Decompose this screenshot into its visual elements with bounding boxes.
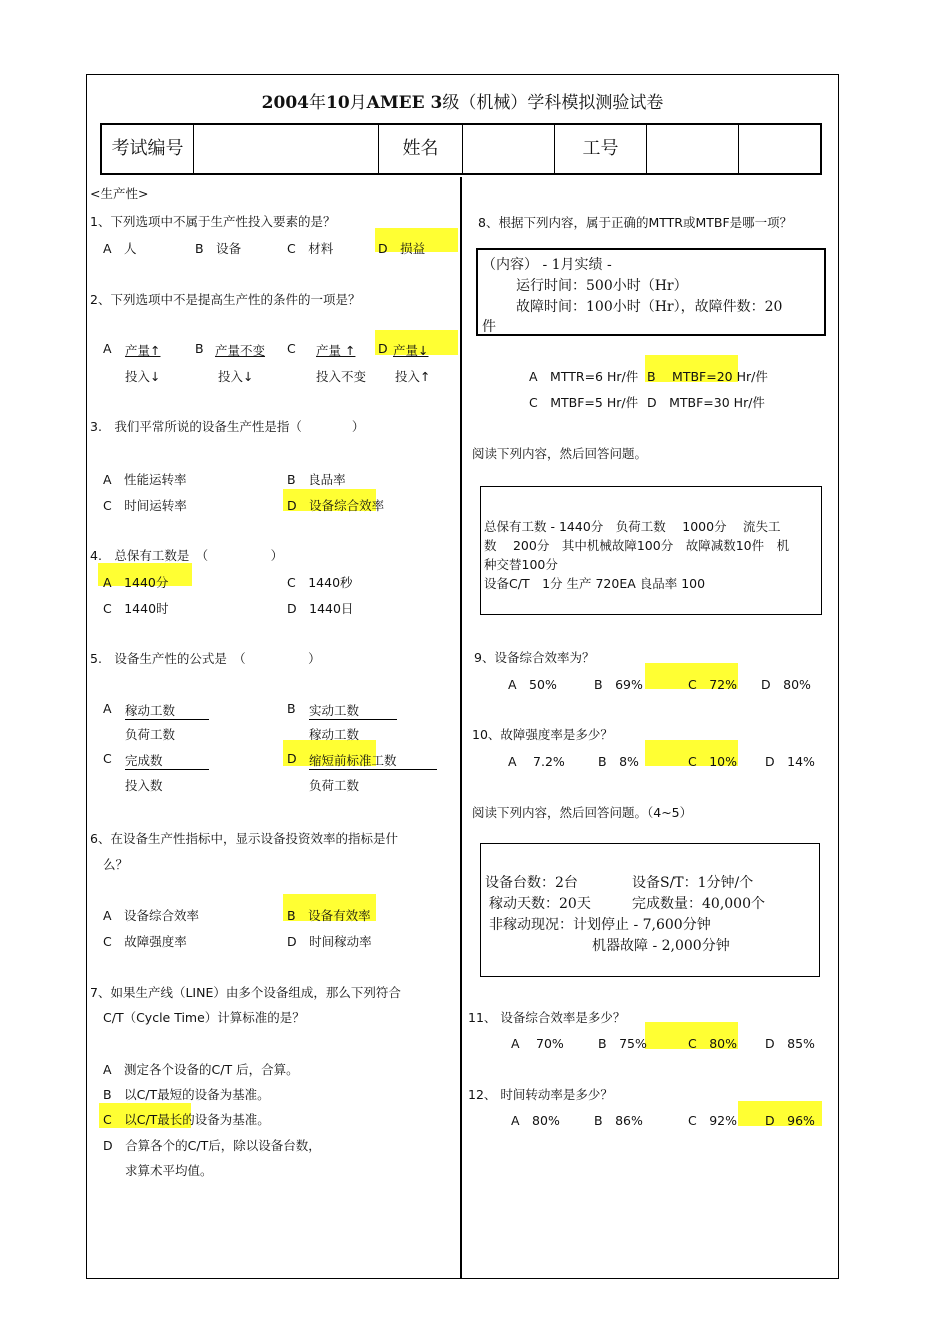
q11-option-d[interactable]: D 85% [765,1036,815,1051]
read-instruction-1: 阅读下列内容，然后回答问题。 [472,446,648,461]
info2-line2b: 完成数量：40,000个 [632,896,765,912]
q6-option-b[interactable]: B 设备有效率 [287,908,371,923]
info1-line4: 设备C/T 1分 生产 720EA 良品率 100 [484,576,706,591]
q10-option-d[interactable]: D 14% [765,754,815,769]
q2-label-a: A [103,341,112,356]
q8-box-line1: （内容） - 1月实绩 - [482,257,612,273]
info2-line1a: 设备台数：2台 [485,875,578,891]
q5-option-d-top[interactable]: 缩短前标准工数 [309,751,437,770]
name-label: 姓名 [379,125,463,173]
q11-option-a[interactable]: A 70% [511,1036,564,1051]
q7-option-d-cont: 求算术平均值。 [125,1163,213,1178]
q8-option-b[interactable]: B MTBF=20 Hr/件 [647,369,768,384]
q3-text: 3. 我们平常所说的设备生产性是指（ ） [90,419,365,434]
q6-text-cont: 么？ [103,857,129,872]
q9-option-b[interactable]: B 69% [594,677,643,692]
q5-label-c: C [103,751,112,766]
column-divider [460,177,462,1279]
q11-text: 11、 设备综合效率是多少？ [468,1010,626,1025]
q5-text: 5. 设备生产性的公式是 （ ） [90,651,321,666]
q5-label-b: B [287,701,296,716]
q3-option-d[interactable]: D 设备综合效率 [287,498,385,513]
q8-box-line3: 故障时间：100小时（Hr），故障件数：20 [516,299,783,315]
job-no-field[interactable] [647,125,739,173]
q4-option-c[interactable]: C 1440秒 [287,575,353,590]
q2-label-b: B [195,341,204,356]
q2-option-c-top[interactable]: 产量 ↑ [316,343,356,358]
q2-option-a-bottom[interactable]: 投入↓ [125,369,161,384]
q11-option-b[interactable]: B 75% [598,1036,647,1051]
extra-field[interactable] [739,125,820,173]
q3-option-b[interactable]: B 良品率 [287,472,346,487]
exam-no-label: 考试编号 [102,125,194,173]
q10-option-c[interactable]: C 10% [688,754,738,769]
q2-option-a-top[interactable]: 产量↑ [125,343,161,358]
q5-option-c-bottom[interactable]: 投入数 [125,778,163,793]
header-table [100,123,822,175]
q1-option-b[interactable]: B 设备 [195,241,242,256]
q12-option-c[interactable]: C 92% [688,1113,738,1128]
q6-option-a[interactable]: A 设备综合效率 [103,908,200,923]
q2-option-b-bottom[interactable]: 投入↓ [218,369,254,384]
q7-option-b[interactable]: B 以C/T最短的设备为基准。 [103,1087,270,1102]
q9-text: 9、设备综合效率为？ [474,650,595,665]
q6-option-c[interactable]: C 故障强度率 [103,934,187,949]
exam-no-field[interactable] [194,125,379,173]
q7-option-d[interactable]: D 合算各个的C/T后，除以设备台数， [103,1138,321,1153]
q7-option-a[interactable]: A 测定各个设备的C/T 后，合算。 [103,1062,299,1077]
q4-option-d[interactable]: D 1440日 [287,601,354,616]
q2-option-d-top[interactable]: 产量↓ [393,343,429,358]
q2-option-c-bottom[interactable]: 投入不变 [316,369,367,384]
q2-label-d: D [378,341,388,356]
info1-line2: 数 200分 其中机械故障100分 故障减数10件 机 [484,538,790,553]
q7-option-c[interactable]: C 以C/T最长的设备为基准。 [103,1112,270,1127]
info2-line4: 机器故障 - 2,000分钟 [592,938,730,954]
q3-option-a[interactable]: A 性能运转率 [103,472,187,487]
q5-option-d-bottom[interactable]: 负荷工数 [309,778,360,793]
q1-option-d[interactable]: D 损益 [378,241,426,256]
q8-option-a[interactable]: A MTTR=6 Hr/件 [529,369,639,384]
q12-option-a[interactable]: A 80% [511,1113,560,1128]
info2-line3: 非稼动现况：计划停止 - 7,600分钟 [489,917,711,933]
q5-label-a: A [103,701,112,716]
q8-box-line2: 运行时间：500小时（Hr） [516,278,688,294]
q5-label-d: D [287,751,297,766]
q8-option-c[interactable]: C MTBF=5 Hr/件 [529,395,639,410]
q12-text: 12、 时间转动率是多少？ [468,1087,613,1102]
q5-option-b-bottom[interactable]: 稼动工数 [309,727,360,742]
q1-option-c[interactable]: C 材料 [287,241,334,256]
q9-option-d[interactable]: D 80% [761,677,811,692]
q10-text: 10、故障强度率是多少？ [472,727,613,742]
q12-option-d[interactable]: D 96% [765,1113,815,1128]
job-no-label: 工号 [555,125,647,173]
info1-line3: 种交替100分 [484,557,558,572]
info1-line1: 总保有工数 - 1440分 负荷工数 1000分 流失工 [484,519,781,534]
q5-option-b-top[interactable]: 实动工数 [309,701,397,720]
section-label: <生产性> [90,186,149,201]
q10-option-b[interactable]: B 8% [598,754,639,769]
q9-option-a[interactable]: A 50% [508,677,557,692]
q3-option-c[interactable]: C 时间运转率 [103,498,187,513]
q6-text: 6、在设备生产性指标中，显示设备投资效率的指标是什 [90,831,398,846]
q11-option-c[interactable]: C 80% [688,1036,738,1051]
q6-option-d[interactable]: D 时间稼动率 [287,934,372,949]
q2-option-d-bottom[interactable]: 投入↑ [395,369,431,384]
q4-text: 4. 总保有工数是 （ ） [90,548,284,563]
read-instruction-2: 阅读下列内容，然后回答问题。（4~5） [472,805,693,820]
q5-option-c-top[interactable]: 完成数 [125,751,209,770]
q5-option-a-top[interactable]: 稼动工数 [125,701,209,720]
q4-option-b[interactable]: C 1440时 [103,601,169,616]
q8-box-line4: 件 [482,319,496,335]
q8-text: 8、根据下列内容，属于正确的MTTR或MTBF是哪一项？ [478,215,793,230]
name-field[interactable] [463,125,555,173]
q5-option-a-bottom[interactable]: 负荷工数 [125,727,176,742]
q4-option-a[interactable]: A 1440分 [103,575,169,590]
info2-line2a: 稼动天数：20天 [489,896,591,912]
q1-text: 1、下列选项中不属于生产性投入要素的是？ [90,214,336,229]
q1-option-a[interactable]: A 人 [103,241,137,256]
q7-text-cont: C/T（Cycle Time）计算标准的是？ [103,1010,305,1025]
q2-option-b-top[interactable]: 产量不变 [215,343,266,358]
q2-text: 2、下列选项中不是提高生产性的条件的一项是？ [90,292,361,307]
q9-option-c[interactable]: C 72% [688,677,738,692]
q7-text: 7、如果生产线（LINE）由多个设备组成，那么下列符合 [90,985,401,1000]
info2-line1b: 设备S/T：1分钟/个 [632,875,754,891]
q10-option-a[interactable]: A 7.2% [508,754,565,769]
page-title: 2004年10月AMEE 3级（机械）学科模拟测验试卷 [261,93,664,113]
q8-option-d[interactable]: D MTBF=30 Hr/件 [647,395,765,410]
q12-option-b[interactable]: B 86% [594,1113,643,1128]
q2-label-c: C [287,341,296,356]
